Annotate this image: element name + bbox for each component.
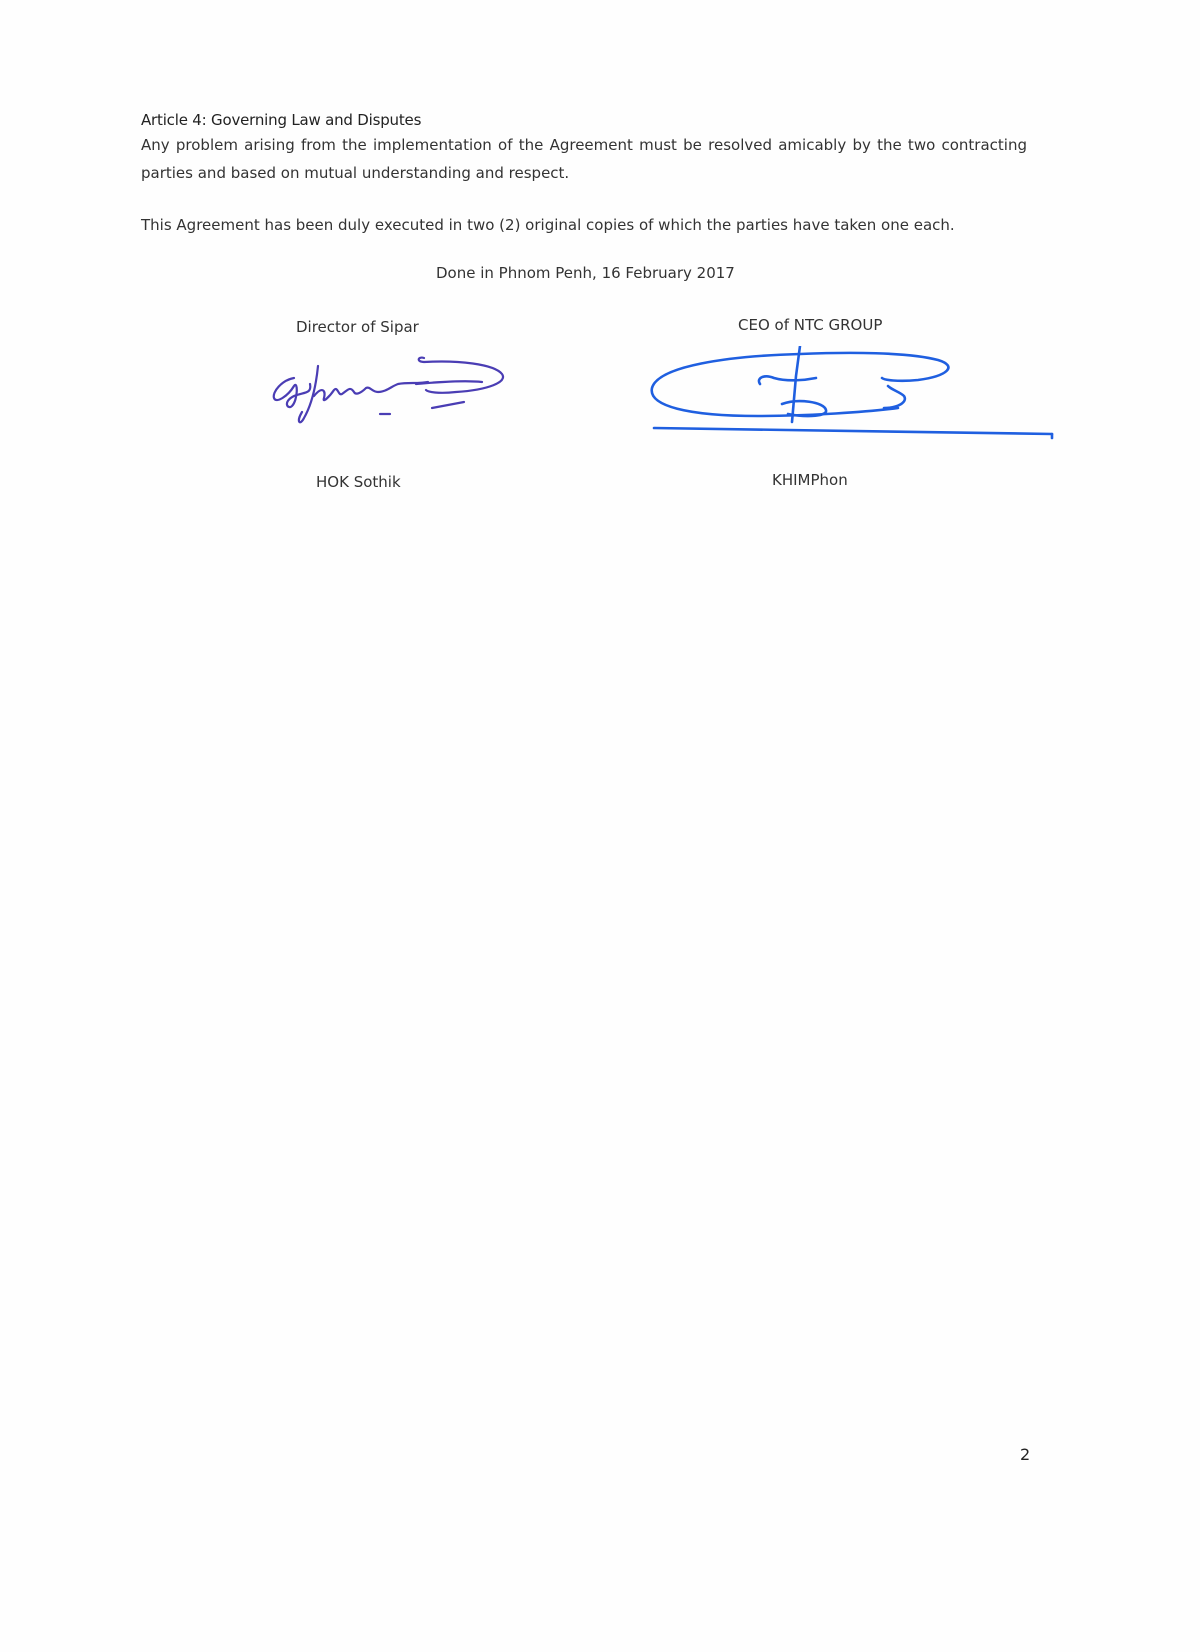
article-paragraph-line-2: parties and based on mutual understanding and respect. <box>141 164 570 182</box>
article-heading: Article 4: Governing Law and Disputes <box>141 111 422 129</box>
signature-right-strokes <box>652 346 1052 438</box>
signatory-right-role: CEO of NTC GROUP <box>738 316 883 334</box>
signature-left <box>268 356 530 438</box>
article-paragraph <box>141 131 1027 187</box>
execution-statement: This Agreement has been duly executed in two (2) original copies of which the parties have taken one each. <box>141 216 955 234</box>
page-number: 2 <box>1020 1445 1031 1464</box>
article-paragraph-line-1: Any problem arising from the implementation of the Agreement must be resolved amicably by the two contracting <box>141 136 1027 154</box>
signature-right <box>648 346 1056 462</box>
signatory-left-name: HOK Sothik <box>316 473 401 491</box>
place-date: Done in Phnom Penh, 16 February 2017 <box>436 264 735 282</box>
signatory-right-name: KHIMPhon <box>772 471 848 489</box>
signatory-left-role: Director of Sipar <box>296 318 419 336</box>
signature-left-strokes <box>274 358 503 423</box>
